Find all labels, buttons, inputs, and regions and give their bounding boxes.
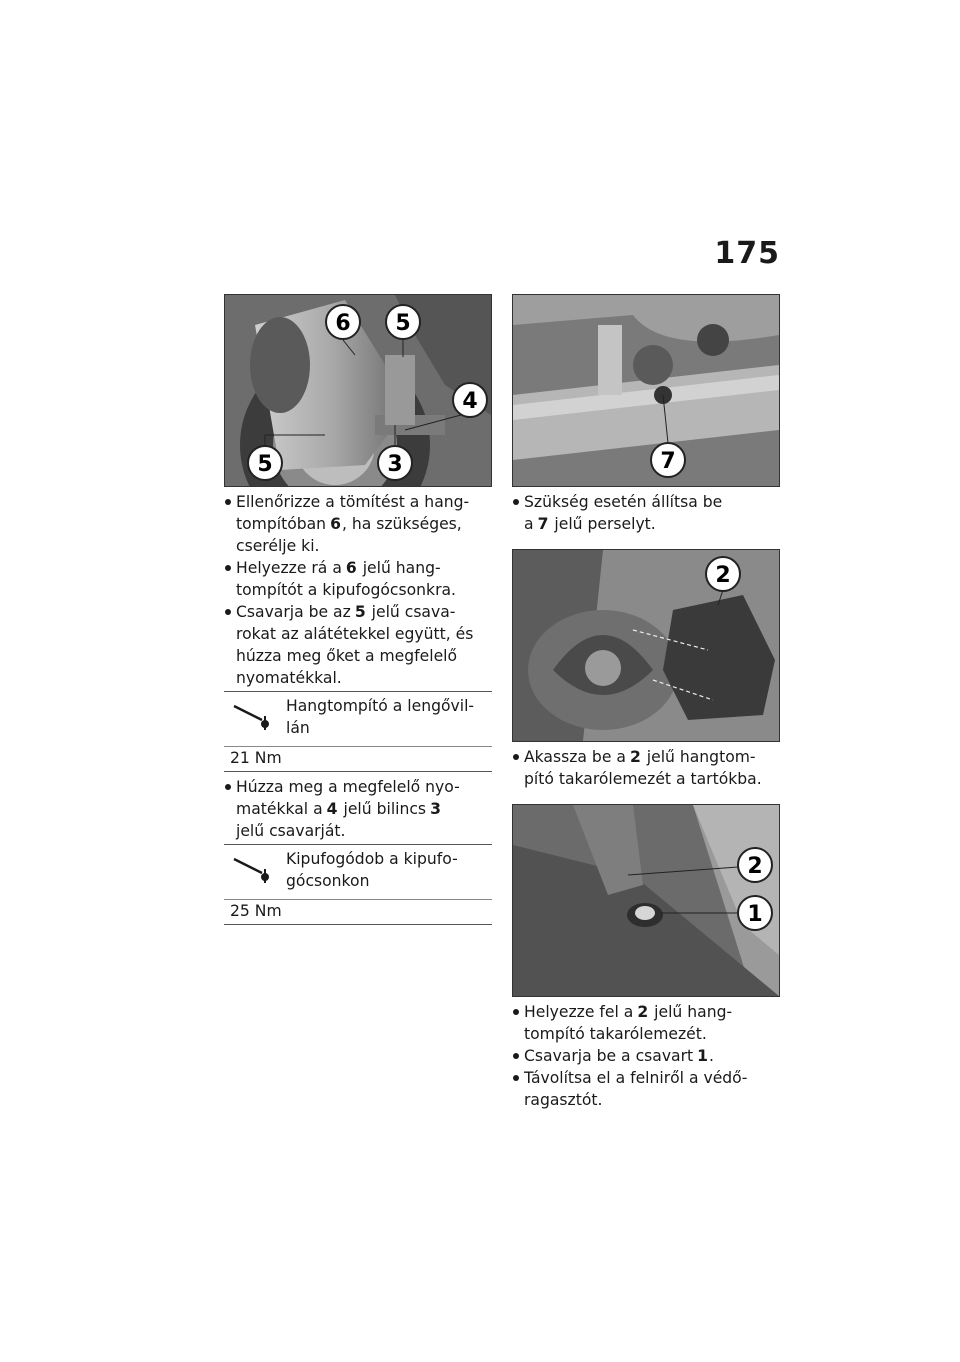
- ref-number: 4: [326, 800, 338, 818]
- list-item: Szükség esetén állítsa be a 7 jelű perselyt.: [512, 491, 780, 535]
- list-item: Akassza be a 2 jelű hangtom- pító takarólemezét a tartókba.: [512, 746, 780, 790]
- left-column: [224, 294, 492, 925]
- ref-number: 6: [330, 515, 341, 533]
- ref-number: 2: [637, 1003, 649, 1021]
- list-item: Távolítsa el a felniről a védő- ragasztót.: [512, 1067, 780, 1111]
- list-item: Csavarja be az 5 jelű csava- rokat az alátétekkel együtt, és húzza meg őket a megfelelő nyomatékkal.: [224, 601, 492, 689]
- ref-number: 6: [345, 559, 357, 577]
- torque-wrench-icon: [232, 702, 272, 732]
- muffler-figure: [224, 294, 492, 487]
- list-item: Ellenőrizze a tömítést a hang- tompítóban 6, ha szükséges, cserélje ki.: [224, 491, 492, 557]
- instruction-list-e: [512, 1001, 780, 1111]
- list-item: Csavarja be a csavart 1.: [512, 1045, 780, 1067]
- list-item: Húzza meg a megfelelő nyo- matékkal a 4 jelű bilincs 3 jelű csavarját.: [224, 776, 492, 842]
- callout-1: 1: [747, 902, 763, 927]
- callout-6: 6: [335, 311, 351, 336]
- callout-2: 2: [715, 563, 731, 588]
- torque-label: Hangtompító a lengővil-: [286, 697, 475, 715]
- right-column: [512, 294, 780, 1111]
- ref-number: 3: [430, 800, 441, 818]
- instruction-list-a: [224, 491, 492, 689]
- ref-number: 2: [629, 748, 641, 766]
- torque-label: Kipufogódob a kipufo-: [286, 850, 458, 868]
- page-number: 175: [714, 236, 780, 271]
- torque-spec-1: Hangtompító a lengővil- lán 21 Nm: [224, 691, 492, 772]
- list-item: Helyezze fel a 2 jelű hang- tompító takarólemezét.: [512, 1001, 780, 1045]
- callout-2: 2: [747, 854, 763, 879]
- cover-plate-figure: [512, 549, 780, 742]
- ref-number: 1: [697, 1047, 708, 1065]
- callout-7: 7: [660, 449, 676, 474]
- torque-value: 25 Nm: [230, 902, 282, 920]
- torque-value: 21 Nm: [230, 749, 282, 767]
- torque-spec-2: Kipufogódob a kipufo- gócsonkon 25 Nm: [224, 844, 492, 925]
- list-item: Helyezze rá a 6 jelű hang- tompítót a kipufogócsonkra.: [224, 557, 492, 601]
- torque-wrench-icon: [232, 855, 272, 885]
- ref-number: 5: [354, 603, 366, 621]
- callout-4: 4: [462, 389, 478, 414]
- instruction-list-b: [224, 776, 492, 842]
- instruction-list-c: [512, 491, 780, 535]
- callout-5-bottom: 5: [257, 452, 273, 477]
- screw-figure: [512, 804, 780, 997]
- callout-3: 3: [387, 452, 403, 477]
- bushing-figure: [512, 294, 780, 487]
- callout-5-top: 5: [395, 311, 411, 336]
- instruction-list-d: [512, 746, 780, 790]
- ref-number: 7: [537, 515, 549, 533]
